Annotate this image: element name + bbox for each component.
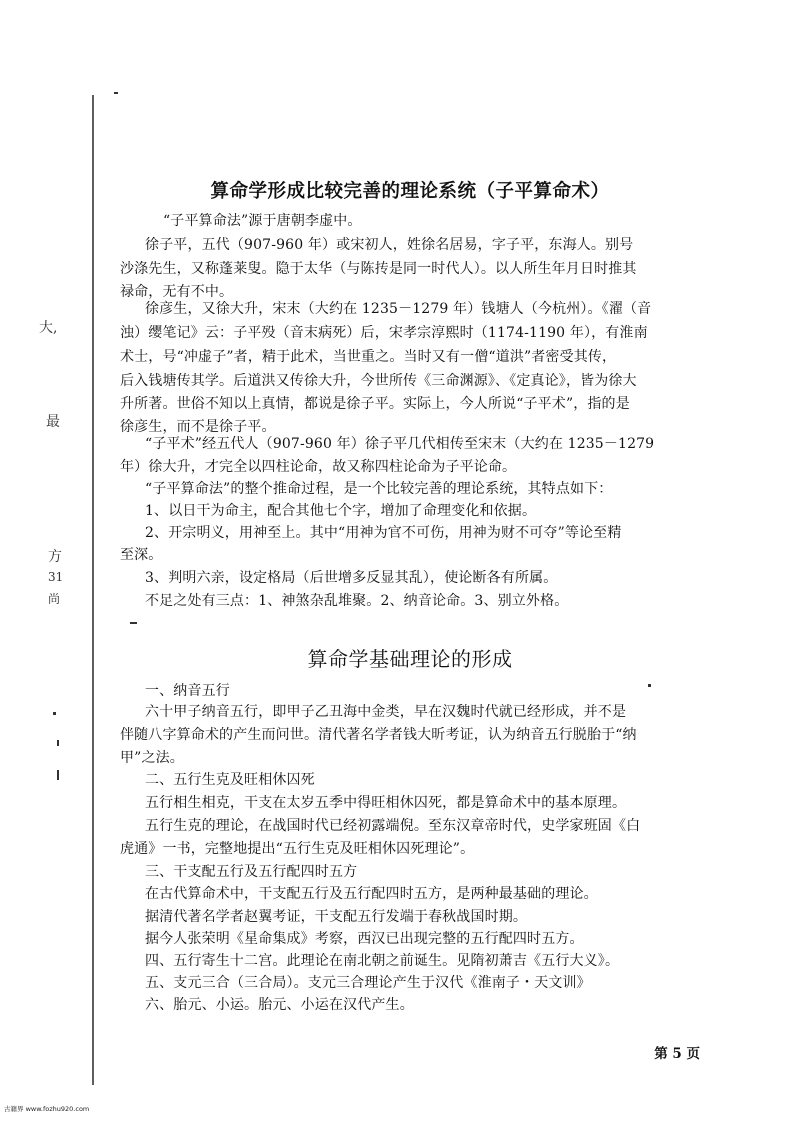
margin-note: 大, [39,320,58,336]
paragraph-line: 六、胎元、小运。胎元、小运在汉代产生。 [145,997,414,1013]
paragraph-line: 据今人张荣明《星命集成》考察，西汉已出现完整的五行配四时五方。 [145,931,584,947]
paragraph-line: 五、支元三合（三合局）。支元三合理论产生于汉代《淮南子・天文训》 [145,975,591,991]
paragraph-line: “子平算命法”源于唐朝李虚中。 [163,213,362,229]
paragraph-line: 五行生克的理论，在战国时代已经初露端倪。至东汉章帝时代，史学家班固《白 [145,818,641,834]
paragraph-line: 甲”之法。 [120,750,184,766]
paragraph-line: 三、干支配五行及五行配四时五方 [145,864,358,880]
margin-note: 尚 [48,592,61,606]
paragraph-line: 在古代算命术中，干支配五行及五行配四时五方，是两种最基础的理论。 [145,886,598,902]
paragraph-line: 术士，号“冲虚子”者，精于此术，当世重之。当时又有一僧“道洪”者密受其传， [120,349,617,365]
section-title: 算命学基础理论的形成 [307,647,513,671]
scan-speck [114,92,118,94]
paragraph-line: 据清代著名学者赵翼考证，干支配五行发端于春秋战国时期。 [145,909,528,925]
paragraph-line: 至深。 [120,547,163,563]
paragraph-line: 五行相生相克，干支在太岁五季中得旺相休囚死，都是算命术中的基本原理。 [145,795,627,811]
paragraph-line: 3、判明六亲，设定格局（后世增多反显其乱），使论断各有所属。 [145,570,558,586]
paragraph-line: 年）徐大升，才完全以四柱论命，故又称四柱论命为子平论命。 [120,459,517,475]
paragraph-line: 徐彦生，又徐大升，宋末（大约在 1235－1279 年）钱塘人（今杭州）。《濯（音 [145,301,652,317]
margin-note: 最 [46,414,60,430]
paragraph-line: 徐子平，五代（907-960 年）或宋初人，姓徐名居易，字子平，东海人。别号 [145,237,634,253]
paragraph-line: 2、开宗明义，用神至上。其中“用神为官不可伤，用神为财不可夺”等论至精 [145,525,622,541]
paragraph-line: 伴随八字算命术的产生而问世。清代著名学者钱大昕考证，认为纳音五行脱胎于“纳 [120,727,637,743]
paragraph-line: “子平术”经五代人（907-960 年）徐子平几代相传至宋末（大约在 1235－1279 [145,436,655,452]
paragraph-line: 禄命，无有不中。 [120,284,234,300]
paragraph-line: 升所著。世俗不知以上真情，都说是徐子平。实际上，今人所说“子平术”，指的是 [120,396,630,412]
paragraph-line: 后入钱塘传其学。后道洪又传徐大升，今世所传《三命渊源》、《定真论》，皆为徐大 [120,373,637,389]
paragraph-line: 二、五行生克及旺相休囚死 [145,772,315,788]
scan-speck [648,684,651,687]
paragraph-line: 虎通》一书，完整地提出“五行生克及旺相休囚死理论”。 [120,841,475,857]
source-watermark: 古籍界 www.fozhu920.com [4,1105,90,1113]
paragraph-line: 徐彦生，而不是徐子平。 [120,419,276,435]
paragraph-line: 一、纳音五行 [145,683,230,699]
paragraph-line: 四、五行寄生十二宫。此理论在南北朝之前诞生。见隋初萧吉《五行大义》。 [145,953,620,969]
paragraph-line: 六十甲子纳音五行，即甲子乙丑海中金类，早在汉魏时代就已经形成，并不是 [145,704,627,720]
paragraph-line: “子平算命法”的整个推命过程，是一个比较完善的理论系统，其特点如下： [145,481,613,497]
section-title: 算命学形成比较完善的理论系统（子平算命术） [210,181,610,202]
scan-speck [53,712,56,715]
paragraph-line: 不足之处有三点：1、神煞杂乱堆聚。2、纳音论命。3、别立外格。 [145,593,569,609]
paragraph-line: 1、以日干为命主，配合其他七个字，增加了命理变化和依据。 [145,503,537,519]
paragraph-line: 浊）缨笔记》云：子平殁（音末病死）后，宋孝宗淳熙时（1174-1190 年），有淮南 [120,325,648,341]
margin-note: 31 [48,570,64,584]
page-number: 第 5 页 [654,1046,700,1062]
scan-speck [57,740,59,746]
scan-speck [57,770,59,780]
scan-speck [130,622,137,624]
binding-margin-line [92,95,94,1085]
paragraph-line: 沙涤先生，又称蓬莱叟。隐于太华（与陈抟是同一时代人）。以人所生年月日时推其 [120,261,637,277]
margin-note: 方 [48,549,62,565]
